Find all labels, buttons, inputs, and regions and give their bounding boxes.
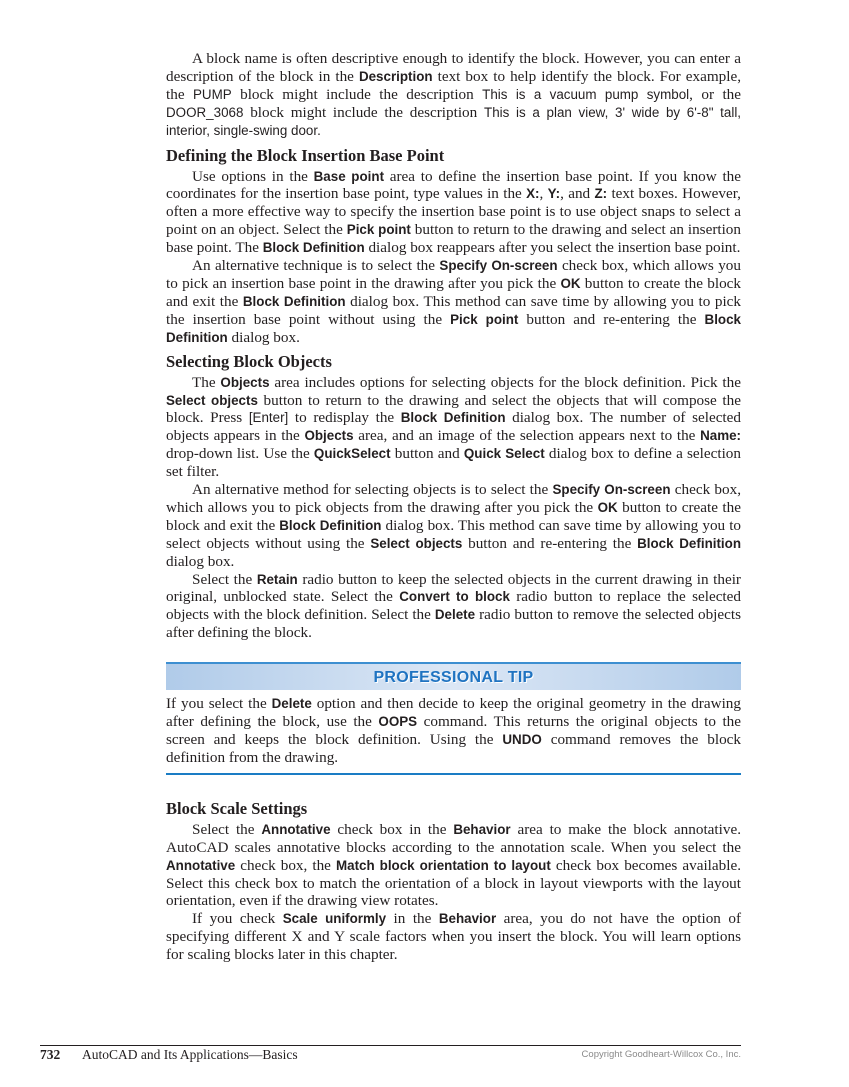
scale-paragraph-1: Select the Annotative check box in the Behavior area to make the block annotative. AutoCAD scales annotative blocks according to the annotation scale. When you select the Annotative check box, the Match block orientation to layout check box becomes available. Select this check box to match the orientation of a block in layout viewports with the layout orientation, even if the drawing view rotates.: [166, 820, 741, 910]
intro-paragraph: A block name is often descriptive enough to identify the block. However, you can enter a description of the block in the Description text box to help identify the block. For example, the PUMP block might include the description This is a vacuum pump symbol, or the DOOR_3068 block might include the description This is a plan view, 3' wide by 6'-8" tall, interior, single-swing door.: [166, 50, 742, 138]
professional-tip-title: PROFESSIONAL TIP: [373, 669, 534, 687]
professional-tip-header: [166, 662, 741, 690]
professional-tip-text: If you select the Delete option and then decide to keep the original geometry in the drawing after defining the block, use the OOPS command. This returns the original objects to the screen and keeps the block definition. Using the UNDO command removes the block definition from the drawing.: [166, 695, 742, 766]
section-heading-objects: Selecting Block Objects: [166, 351, 332, 371]
page-footer: [40, 1045, 741, 1067]
copyright-notice: Copyright Goodheart-Willcox Co., Inc.: [581, 1049, 741, 1060]
book-title: AutoCAD and Its Applications—Basics: [82, 1047, 298, 1062]
section-heading-scale: Block Scale Settings: [166, 798, 308, 818]
base-point-paragraph-2: An alternative technique is to select the Specify On-screen check box, which allows you to pick an insertion base point in the drawing after you pick the OK button to create the block and exit the Block Definition dialog box. This method can save time by allowing you to pick the insertion base point without using the Pick point button and re-entering the Block Definition dialog box.: [166, 257, 742, 346]
section-heading-base-point: Defining the Block Insertion Base Point: [166, 145, 445, 165]
scale-paragraph-2: If you check Scale uniformly in the Behavior area, you do not have the option of specifying different X and Y scale factors when you insert the block. You will learn options for scaling blocks later in this chapter.: [166, 910, 742, 964]
professional-tip-body: [166, 695, 741, 775]
objects-paragraph-2: An alternative method for selecting objects is to select the Specify On-screen check box, which allows you to pick objects from the drawing after you pick the OK button to create the block and exit the Block Definition dialog box. This method can save time by allowing you to select objects without using the Select objects button and re-entering the Block Definition dialog box.: [166, 481, 742, 570]
objects-paragraph-3: Select the Retain radio button to keep the selected objects in the current drawing in their original, unblocked state. Select the Convert to block radio button to replace the selected objects with the block definition. Select the Delete radio button to remove the selected objects after defining the block.: [166, 570, 742, 642]
professional-tip-box: [166, 662, 741, 775]
base-point-paragraph-1: Use options in the Base point area to define the insertion base point. If you know the coordinates for the insertion base point, type values in the X:, Y:, and Z: text boxes. However, often a more effective way to specify the insertion base point is to use object snaps to select a point on an object. Select the Pick point button to return to the drawing and select an insertion base point. The Block Definition dialog box reappears after you select the insertion base point.: [166, 167, 742, 257]
objects-paragraph-1: The Objects area includes options for selecting objects for the block definition. Pick the Select objects button to return to the drawing and select the objects that will compose the block. Press [Enter] to redisplay the Block Definition dialog box. The number of selected objects appears in the Objects area, and an image of the selection appears next to the Name: drop-down list. Use the QuickSelect button and Quick Select dialog box to define a selection set filter.: [166, 373, 742, 481]
page-body: [166, 50, 741, 964]
page-number: 732: [40, 1047, 61, 1062]
